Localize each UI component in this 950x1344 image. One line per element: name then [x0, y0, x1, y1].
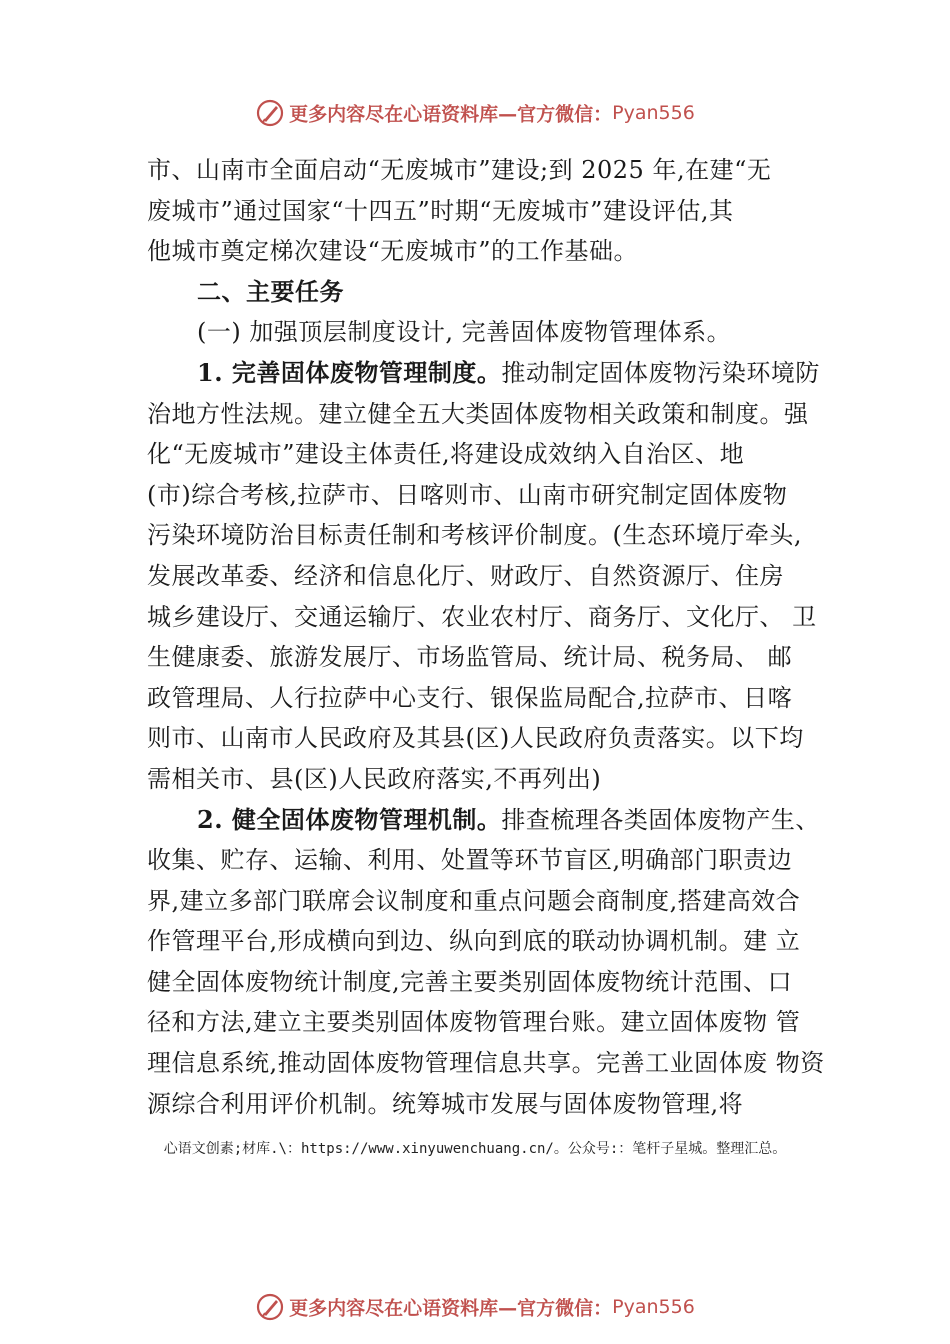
item1-line: 生健康委、旅游发展厅、市场监管局、统计局、税务局、 邮	[147, 643, 793, 672]
watermark-id: Pyan556	[612, 1296, 695, 1318]
item2-heading: 2. 健全固体废物管理机制。	[197, 804, 502, 834]
item1-first-line	[147, 353, 837, 394]
watermark-id: Pyan556	[612, 102, 695, 124]
item1-line: 污染环境防治目标责任制和考核评价制度。(生态环境厅牵头,	[147, 521, 802, 550]
section-title: 二、主要任务	[197, 276, 344, 306]
footer-source-note: 心语文创素;材库.\：https://www.xinyuwenchuang.cn/。公众号:：笔杆子星城。整理汇总。	[163, 1141, 787, 1157]
item2-line: 收集、贮存、运输、利用、处置等环节盲区,明确部门职责边	[147, 846, 793, 875]
watermark-footer	[0, 1292, 950, 1322]
item2-line: 界,建立多部门联席会议制度和重点问题会商制度,搭建高效合	[147, 886, 801, 915]
item1-line: 城乡建设厅、交通运输厅、农业农村厅、商务厅、文化厅、 卫	[147, 602, 817, 631]
item1-line: 政管理局、人行拉萨中心支行、银保监局配合,拉萨市、日喀	[147, 683, 793, 712]
subsection-title: (一) 加强顶层制度设计, 完善固体废物管理体系。	[197, 318, 732, 347]
item2-line: 健全固体废物统计制度,完善主要类别固体废物统计范围、口	[147, 967, 793, 996]
item2-line: 源综合利用评价机制。统筹城市发展与固体废物管理,将	[147, 1089, 744, 1118]
item2-line: 径和方法,建立主要类别固体废物管理台账。建立固体废物 管	[147, 1008, 801, 1037]
paragraph-line: 废城市”通过国家“十四五”时期“无废城市”建设评估,其	[147, 196, 734, 225]
item1-heading: 1. 完善固体废物管理制度。	[197, 357, 502, 387]
item1-line: (市)综合考核,拉萨市、日喀则市、山南市研究制定固体废物	[147, 480, 788, 509]
item2-first-line	[147, 800, 837, 841]
item1-line: 则市、山南市人民政府及其县(区)人民政府负责落实。以下均	[147, 724, 804, 753]
item2-first-line-text: 排查梳理各类固体废物产生、	[501, 805, 820, 834]
item2-line: 作管理平台,形成横向到边、纵向到底的联动协调机制。建 立	[147, 927, 801, 956]
watermark-header	[0, 98, 950, 128]
item1-line: 治地方性法规。建立健全五大类固体废物相关政策和制度。强	[147, 399, 809, 428]
item1-line: 发展改革委、经济和信息化厅、财政厅、自然资源厅、住房	[147, 561, 784, 590]
paragraph-line: 市、山南市全面启动“无废城市”建设;到 2025 年,在建“无	[147, 156, 772, 184]
quill-logo-icon	[255, 98, 285, 128]
item1-line: 化“无废城市”建设主体责任,将建设成效纳入自治区、地	[147, 440, 745, 469]
paragraph-line: 他城市奠定梯次建设“无废城市”的工作基础。	[147, 237, 639, 266]
watermark-text: 更多内容尽在心语资料库—官方微信：	[289, 103, 613, 126]
document-body	[147, 150, 837, 1124]
quill-logo-icon	[255, 1292, 285, 1322]
watermark-text: 更多内容尽在心语资料库—官方微信：	[289, 1297, 613, 1320]
item1-first-line-text: 推动制定固体废物污染环境防	[501, 358, 820, 387]
item2-line: 理信息系统,推动固体废物管理信息共享。完善工业固体废 物资	[147, 1049, 825, 1078]
item1-line: 需相关市、县(区)人民政府落实,不再列出)	[147, 764, 602, 793]
